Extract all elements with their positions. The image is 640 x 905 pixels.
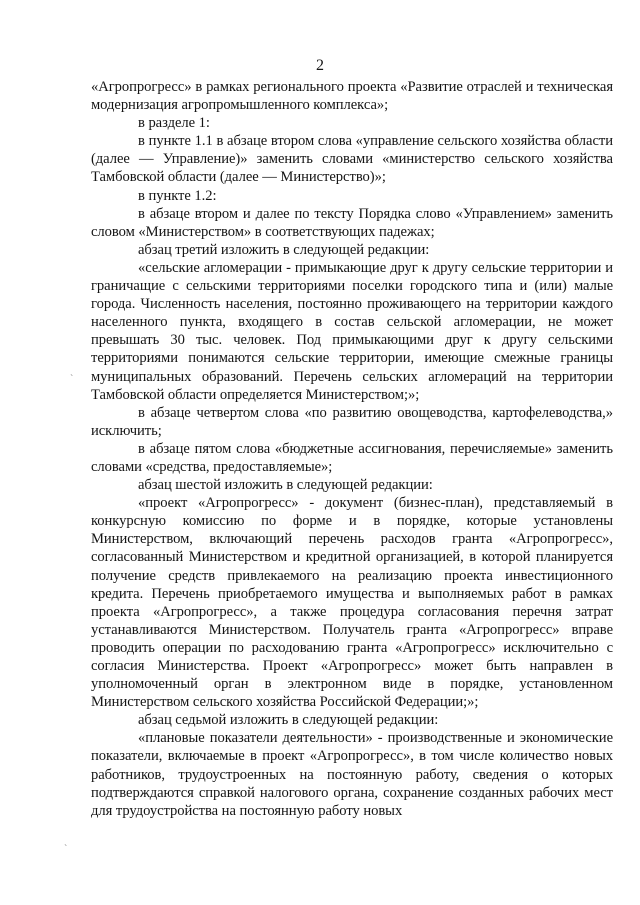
paragraph-project-name-continuation: «Агропрогресс» в рамках регионального проекта «Развитие отраслей и техническая модернизация агропромышленного комплекса»; [91,79,613,114]
document-body [91,78,613,820]
paragraph-replace-upravleniem: в абзаце втором и далее по тексту Порядка слово «Управлением» заменить словом «Министерством» в соответствующих падежах; [91,205,613,240]
paragraph-third-abzac-intro: абзац третий изложить в следующей редакции: [138,241,430,258]
paragraph-rural-agglomerations: «сельские агломерации - примыкающие друг к другу сельские территории и граничащие с сельскими территориями поселки городского типа и (или) малые города. Численность населения, постоянно проживающего на территории каждого населенного пункта, входящего в состав сельской агломерации, не может превышать 30 тыс. человек. Под примыкающими друг к другу сельскими территориями понимаются сельские территории, имеющие смежные границы муниципальных образований. Перечень сельских агломераций на территории Тамбовской области определяется Министерством;»; [91,259,613,403]
paragraph-seventh-abzac-intro: абзац седьмой изложить в следующей редакции: [138,712,439,729]
paragraph-agroprogress-project: «проект «Агропрогресс» - документ (бизнес-план), представляемый в конкурсную комиссию по форме и в порядке, которые установлены Министерством, включающий перечень расходов гранта «Агропрогресс», согласованный Министерством и кредитной организацией, в которой планируется получение средств привлекаемого на реализацию проекта инвестиционного кредита. Перечень приобретаемого имущества и выполняемых работ в рамках проекта «Агропрогресс», а также процедура согласования перечня затрат устанавливаются Министерством. Получатель гранта «Агропрогресс» вправе проводить операции по расходованию гранта «Агропрогресс» исключительно с согласия Министерства. Проект «Агропрогресс» может быть направлен в уполномоченный орган в электронном виде в порядке, установленном Министерством сельского хозяйства Российской Федерации;»; [91,495,613,711]
paragraph-clause-1-2: в пункте 1.2: [138,187,217,204]
scan-speck-mark: ˋ [64,844,68,855]
scan-speck-mark: ˋ [70,374,74,385]
paragraph-section-1: в разделе 1: [138,115,210,132]
paragraph-fourth-abzac: в абзаце четвертом слова «по развитию овощеводства, картофелеводства,» исключить; [91,404,613,439]
page-number: 2 [316,57,324,74]
paragraph-planned-indicators: «плановые показатели деятельности» - производственные и экономические показатели, включаемые в проект «Агропрогресс», в том числе количество новых работников, трудоустроенных на постоянную работу, сведения о которых подтверждаются справкой налогового органа, сохранение созданных рабочих мест для трудоустройства на постоянную работу новых [91,730,613,819]
paragraph-fifth-abzac: в абзаце пятом слова «бюджетные ассигнования, перечисляемые» заменить словами «средства, предоставляемые»; [91,440,613,475]
paragraph-clause-1-1: в пункте 1.1 в абзаце втором слова «управление сельского хозяйства области (далее — Управление)» заменить словами «министерство сельского хозяйства Тамбовской области (далее — Министерство)»; [91,133,613,186]
paragraph-sixth-abzac-intro: абзац шестой изложить в следующей редакции: [138,477,433,494]
